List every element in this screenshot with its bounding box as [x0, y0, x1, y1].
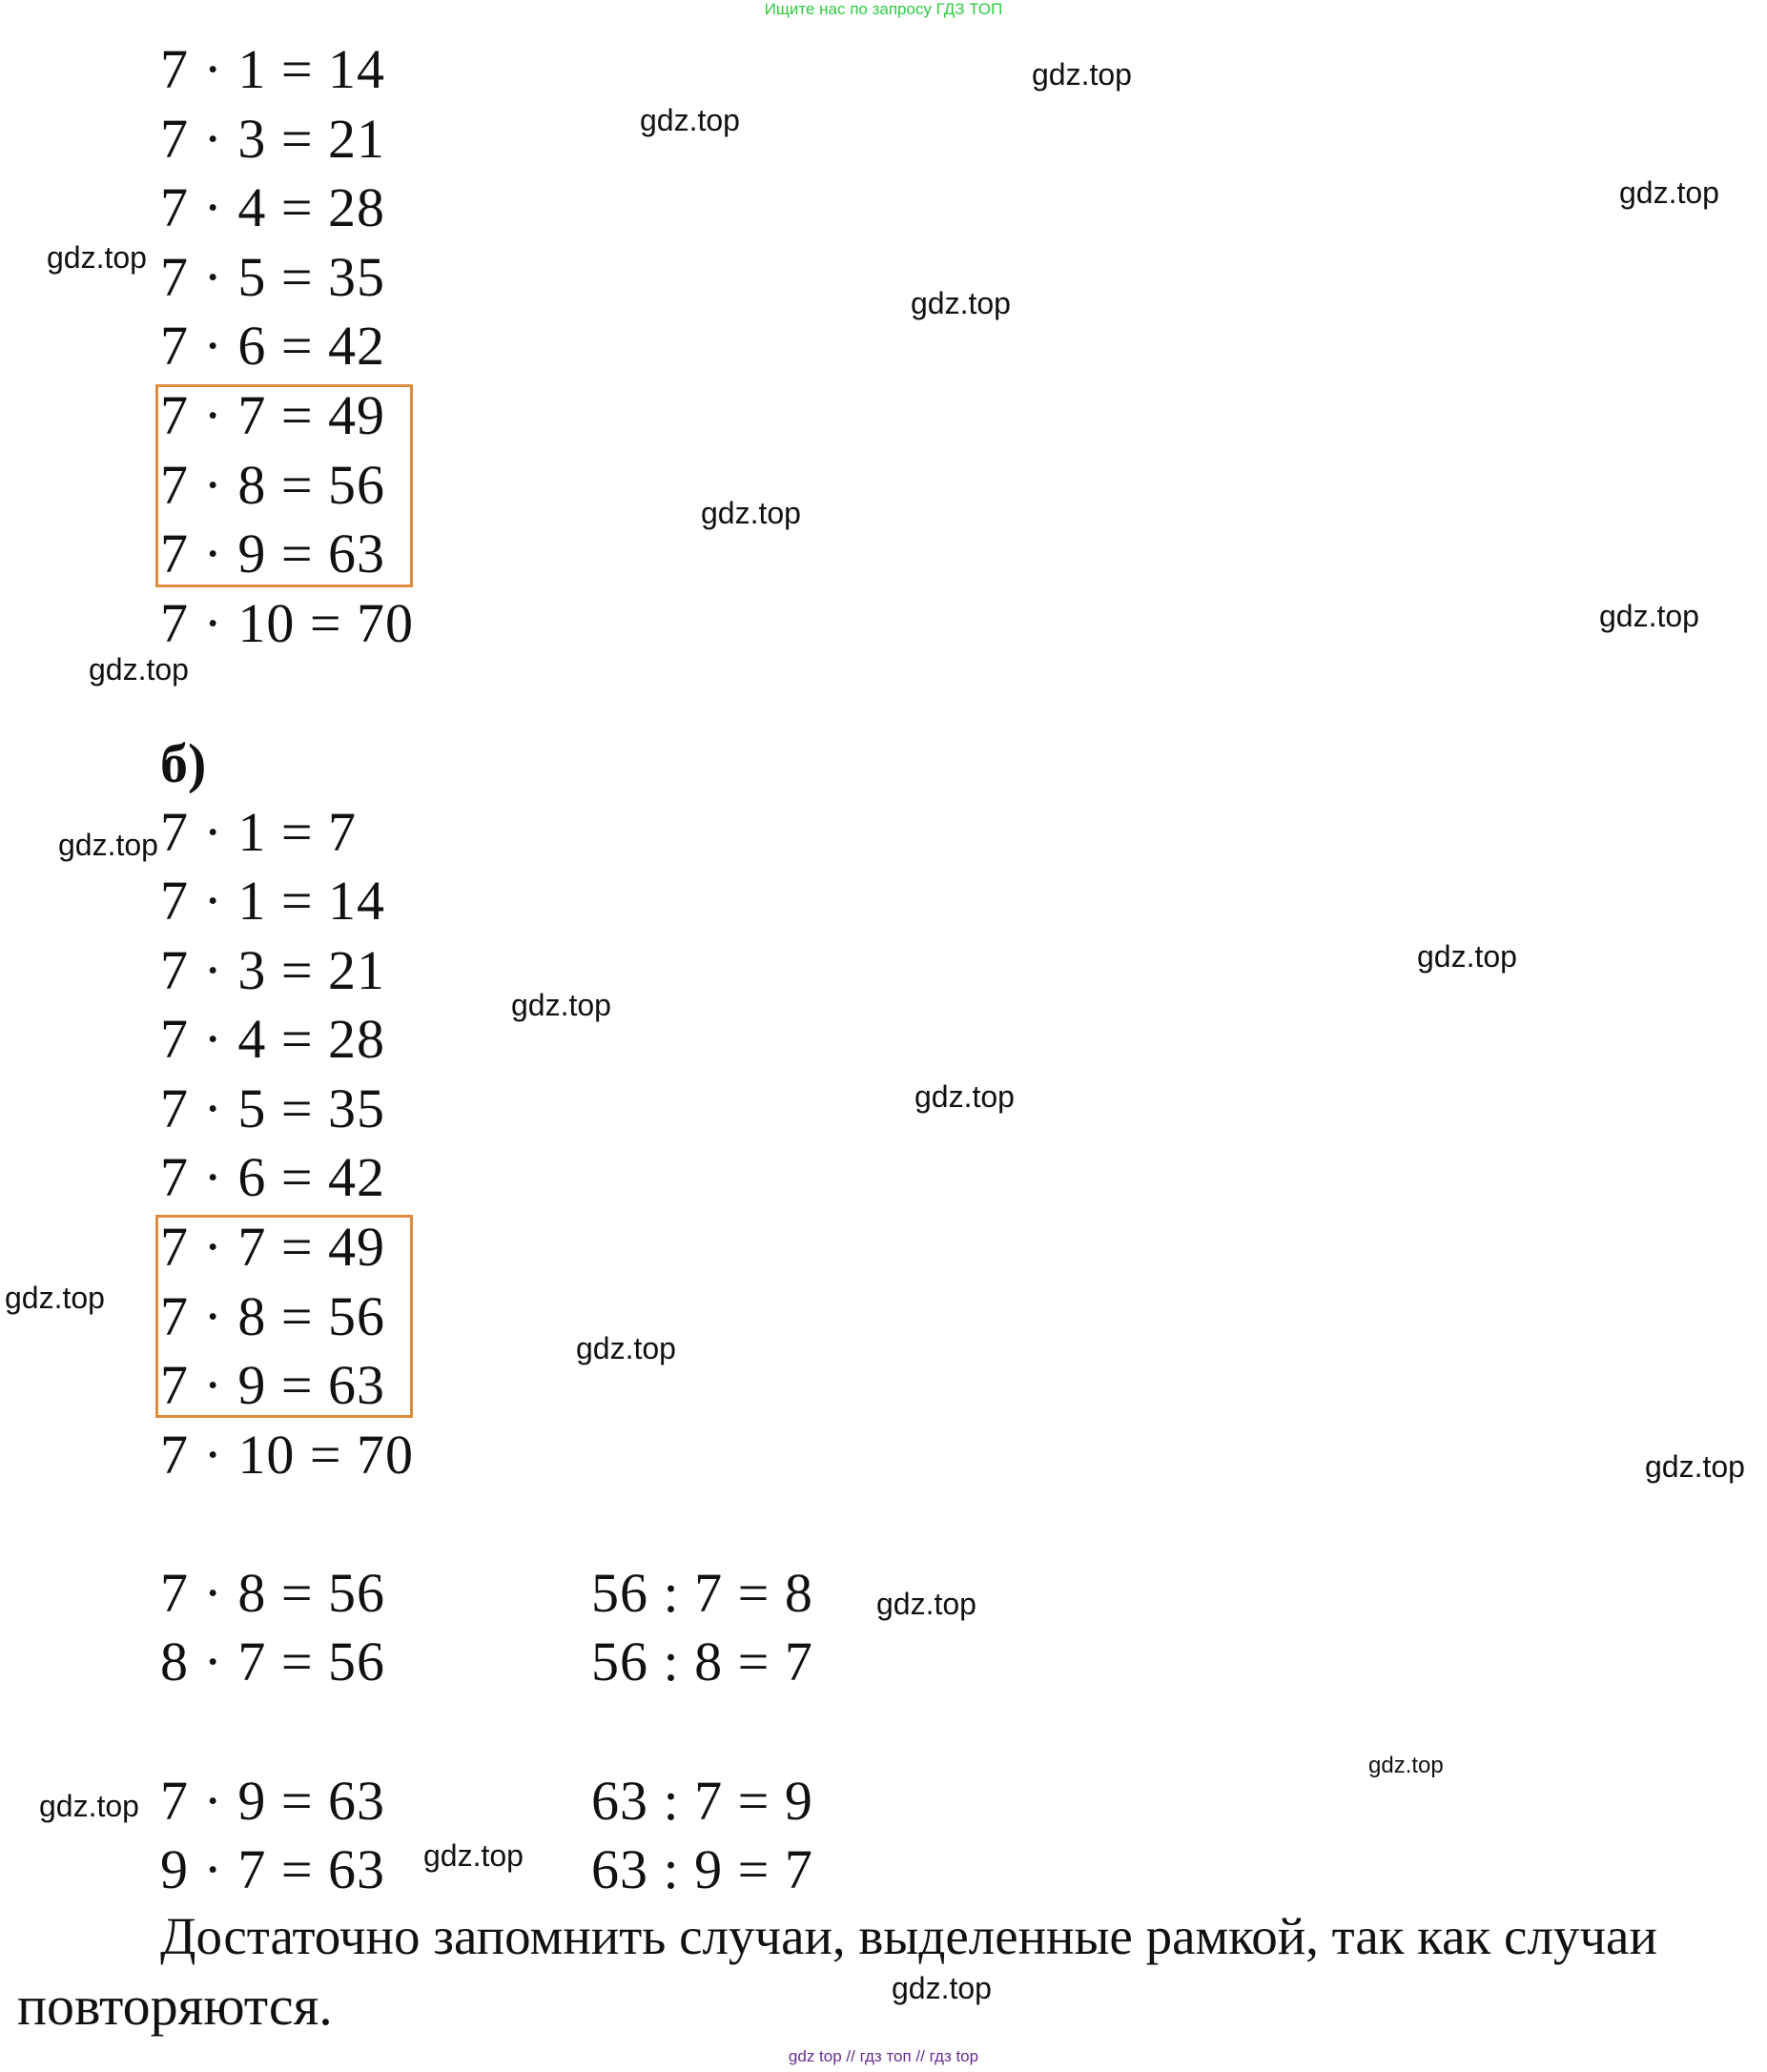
eq-b-5: 7 · 5 = 35	[160, 1077, 386, 1139]
pair-2-div: 56 : 8 = 7	[591, 1631, 813, 1692]
eq-a-1: 7 · 1 = 14	[160, 38, 386, 100]
watermark: gdz.top	[58, 828, 158, 862]
watermark: gdz.top	[876, 1587, 976, 1621]
watermark: gdz.top	[511, 988, 611, 1022]
eq-b-9: 7 · 9 = 63	[160, 1354, 386, 1416]
pair-3-mul: 7 · 9 = 63	[160, 1770, 386, 1832]
watermark: gdz.top	[39, 1789, 139, 1823]
pair-2-mul: 8 · 7 = 56	[160, 1631, 386, 1692]
section-b-label: б)	[160, 732, 207, 794]
eq-a-3: 7 · 4 = 28	[160, 176, 386, 238]
conclusion-line-2: повторяются.	[17, 1975, 333, 2037]
watermark: gdz.top	[423, 1838, 524, 1873]
watermark: gdz.top	[89, 652, 189, 687]
pair-1-mul: 7 · 8 = 56	[160, 1562, 386, 1624]
eq-a-9: 7 · 10 = 70	[160, 592, 415, 654]
watermark: gdz.top	[701, 496, 801, 530]
watermark: gdz.top	[1645, 1449, 1745, 1484]
eq-b-3: 7 · 3 = 21	[160, 939, 386, 1001]
eq-b-4: 7 · 4 = 28	[160, 1008, 386, 1070]
eq-a-6: 7 · 7 = 49	[160, 384, 386, 446]
watermark: gdz.top	[911, 286, 1011, 320]
eq-a-8: 7 · 9 = 63	[160, 523, 386, 585]
pair-4-div: 63 : 9 = 7	[591, 1838, 813, 1900]
watermark: gdz.top	[5, 1281, 105, 1315]
pair-3-div: 63 : 7 = 9	[591, 1770, 813, 1832]
watermark: gdz.top	[1417, 939, 1517, 974]
watermark: gdz.top	[47, 240, 147, 275]
watermark: gdz.top	[1368, 1753, 1444, 1778]
pair-1-div: 56 : 7 = 8	[591, 1562, 813, 1624]
watermark: gdz.top	[1599, 599, 1699, 633]
eq-a-5: 7 · 6 = 42	[160, 315, 386, 377]
watermark: gdz.top	[1032, 57, 1132, 92]
watermark: gdz.top	[914, 1079, 1015, 1114]
eq-b-8: 7 · 8 = 56	[160, 1285, 386, 1347]
eq-b-7: 7 · 7 = 49	[160, 1216, 386, 1278]
eq-b-6: 7 · 6 = 42	[160, 1146, 386, 1208]
eq-a-7: 7 · 8 = 56	[160, 454, 386, 516]
eq-b-1: 7 · 1 = 7	[160, 801, 358, 863]
pair-4-mul: 9 · 7 = 63	[160, 1838, 386, 1900]
watermark: gdz.top	[640, 103, 740, 137]
footer-links: gdz top // гдз топ // гдз top	[788, 2047, 979, 2065]
watermark: gdz.top	[892, 1971, 992, 2005]
eq-b-2: 7 · 1 = 14	[160, 870, 386, 932]
eq-a-2: 7 · 3 = 21	[160, 108, 386, 170]
eq-b-10: 7 · 10 = 70	[160, 1424, 415, 1486]
conclusion-line-1: Достаточно запомнить случаи, выделенные рамкой, так как случаи	[160, 1907, 1657, 1965]
eq-a-4: 7 · 5 = 35	[160, 246, 386, 308]
watermark: gdz.top	[1619, 175, 1719, 210]
top-banner: Ищите нас по запросу ГДЗ ТОП	[764, 0, 1003, 18]
watermark: gdz.top	[576, 1331, 676, 1365]
